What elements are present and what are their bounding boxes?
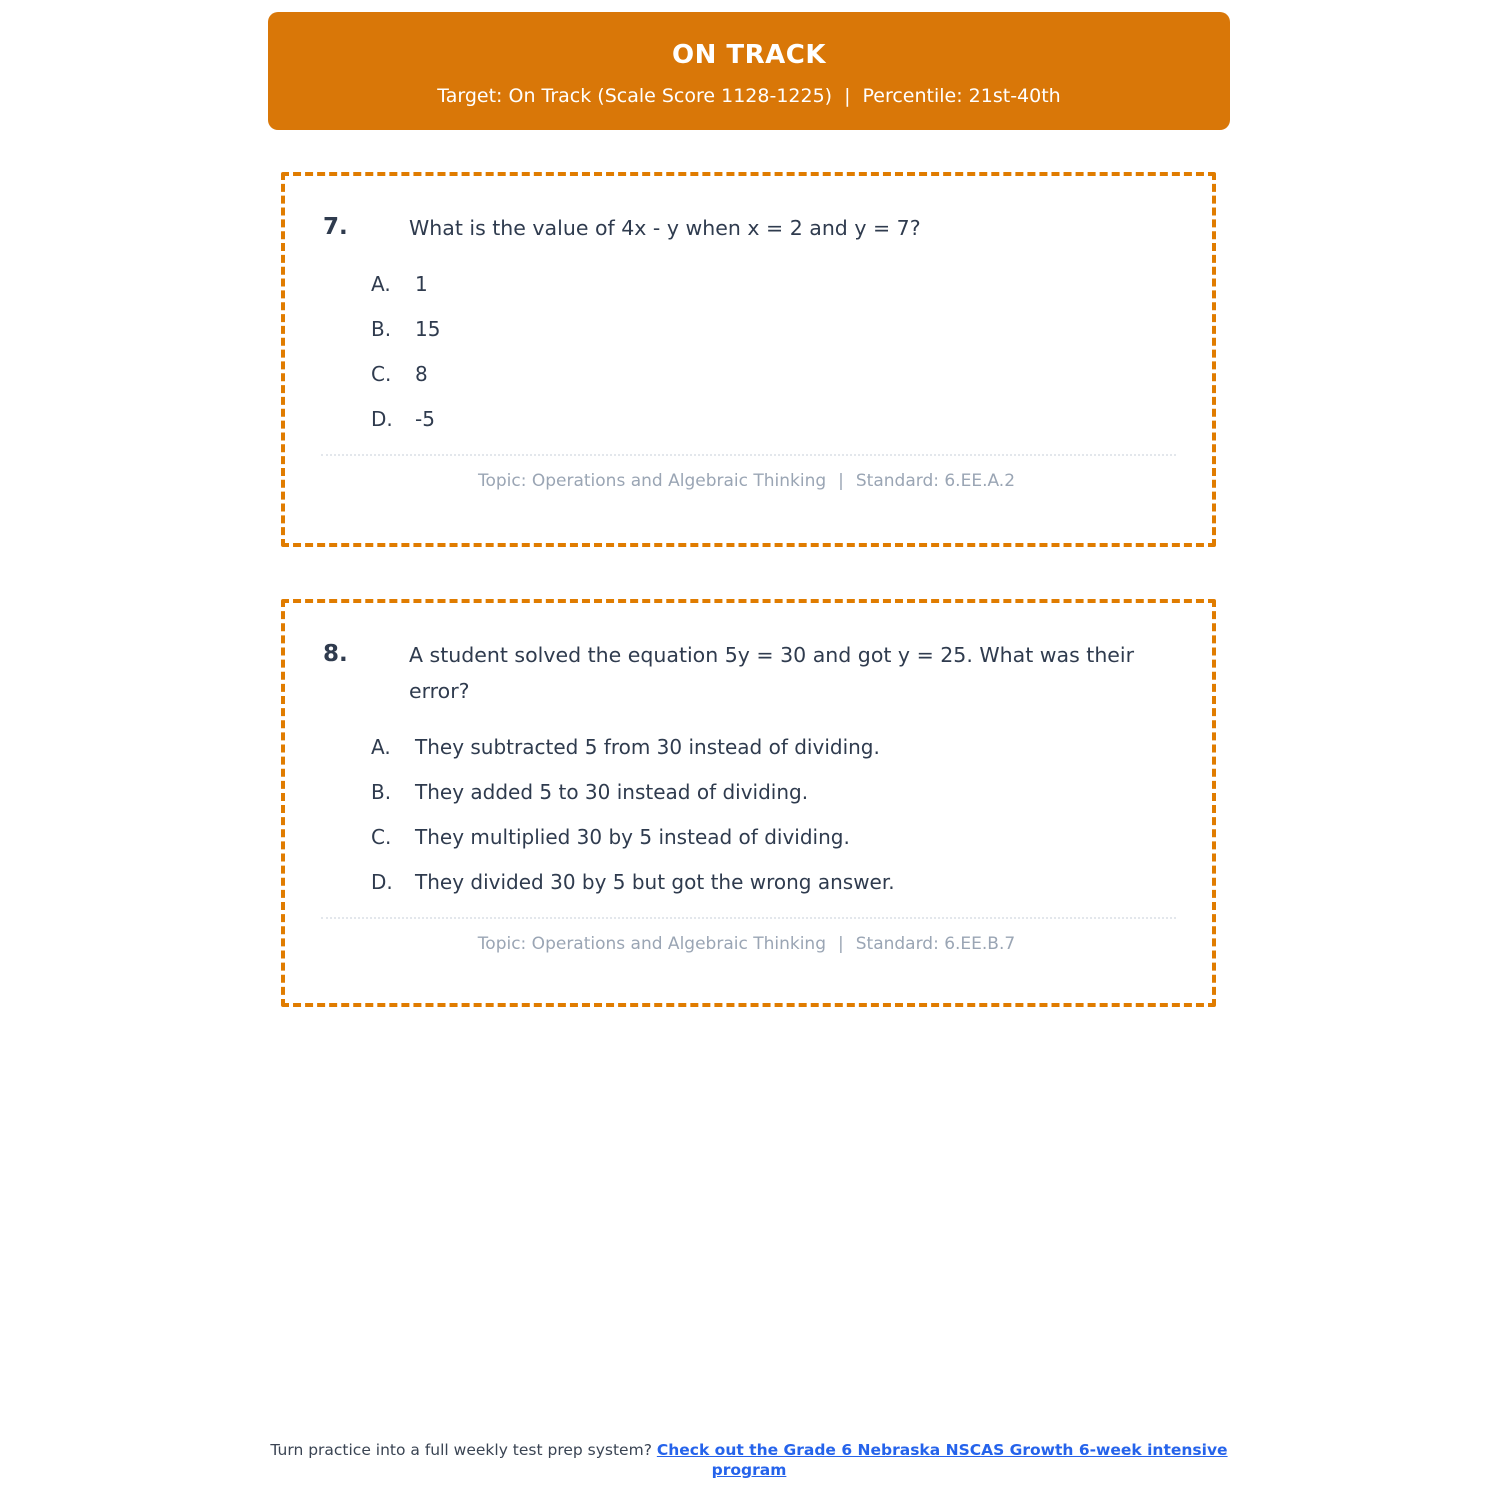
topic-label: Topic: Operations and Algebraic Thinking	[477, 471, 827, 491]
option-text: They subtracted 5 from 30 instead of dividing.	[415, 735, 880, 759]
question-number: 8.	[323, 641, 348, 667]
question-card-8	[281, 599, 1216, 1007]
question-number: 7.	[323, 214, 348, 240]
card-divider	[321, 917, 1176, 919]
question-meta	[323, 471, 1170, 491]
option-letter: D.	[371, 870, 393, 894]
option-a	[371, 737, 1170, 758]
question-meta	[323, 934, 1170, 954]
banner-subtitle	[268, 85, 1230, 107]
option-c	[371, 364, 1170, 385]
banner-percentile: Percentile: 21st-40th	[862, 85, 1061, 107]
option-letter: D.	[371, 407, 393, 431]
options-list	[371, 274, 1170, 430]
option-text: -5	[415, 407, 435, 431]
option-text: 15	[415, 317, 441, 341]
standard-label: Standard: 6.EE.A.2	[855, 471, 1016, 491]
option-text: They divided 30 by 5 but got the wrong answer.	[415, 870, 895, 894]
option-d	[371, 409, 1170, 430]
option-d	[371, 872, 1170, 893]
option-text: 1	[415, 272, 428, 296]
topic-label: Topic: Operations and Algebraic Thinking	[477, 934, 826, 954]
standard-label: Standard: 6.EE.B.7	[855, 934, 1016, 954]
question-text: A student solved the equation 5y = 30 and got y = 25. What was their error?	[409, 643, 1135, 703]
option-letter: C.	[371, 825, 392, 849]
banner-separator: |	[844, 85, 851, 107]
option-letter: B.	[371, 317, 392, 341]
option-letter: C.	[371, 362, 392, 386]
score-band-banner	[268, 12, 1230, 130]
question-text: What is the value of 4x - y when x = 2 and y = 7?	[409, 216, 921, 240]
option-b	[371, 782, 1170, 803]
option-letter: B.	[371, 780, 392, 804]
option-text: They added 5 to 30 instead of dividing.	[415, 780, 809, 804]
question-card-7	[281, 172, 1216, 547]
question-row	[323, 210, 1170, 246]
question-row	[323, 637, 1170, 709]
promo-text: Turn practice into a full weekly test prep system?	[270, 1441, 652, 1459]
option-text: 8	[415, 362, 428, 386]
banner-target: Target: On Track (Scale Score 1128-1225)	[437, 85, 833, 107]
option-a	[371, 274, 1170, 295]
card-divider	[321, 454, 1176, 456]
meta-separator: |	[838, 471, 844, 491]
promo-footer	[268, 1440, 1230, 1480]
option-c	[371, 827, 1170, 848]
option-b	[371, 319, 1170, 340]
option-letter: A.	[371, 272, 391, 296]
options-list	[371, 737, 1170, 893]
promo-link[interactable]: Check out the Grade 6 Nebraska NSCAS Growth 6-week intensive program	[656, 1441, 1228, 1479]
banner-title: ON TRACK	[671, 40, 827, 70]
option-text: They multiplied 30 by 5 instead of dividing.	[415, 825, 850, 849]
meta-separator: |	[838, 934, 844, 954]
option-letter: A.	[371, 735, 391, 759]
